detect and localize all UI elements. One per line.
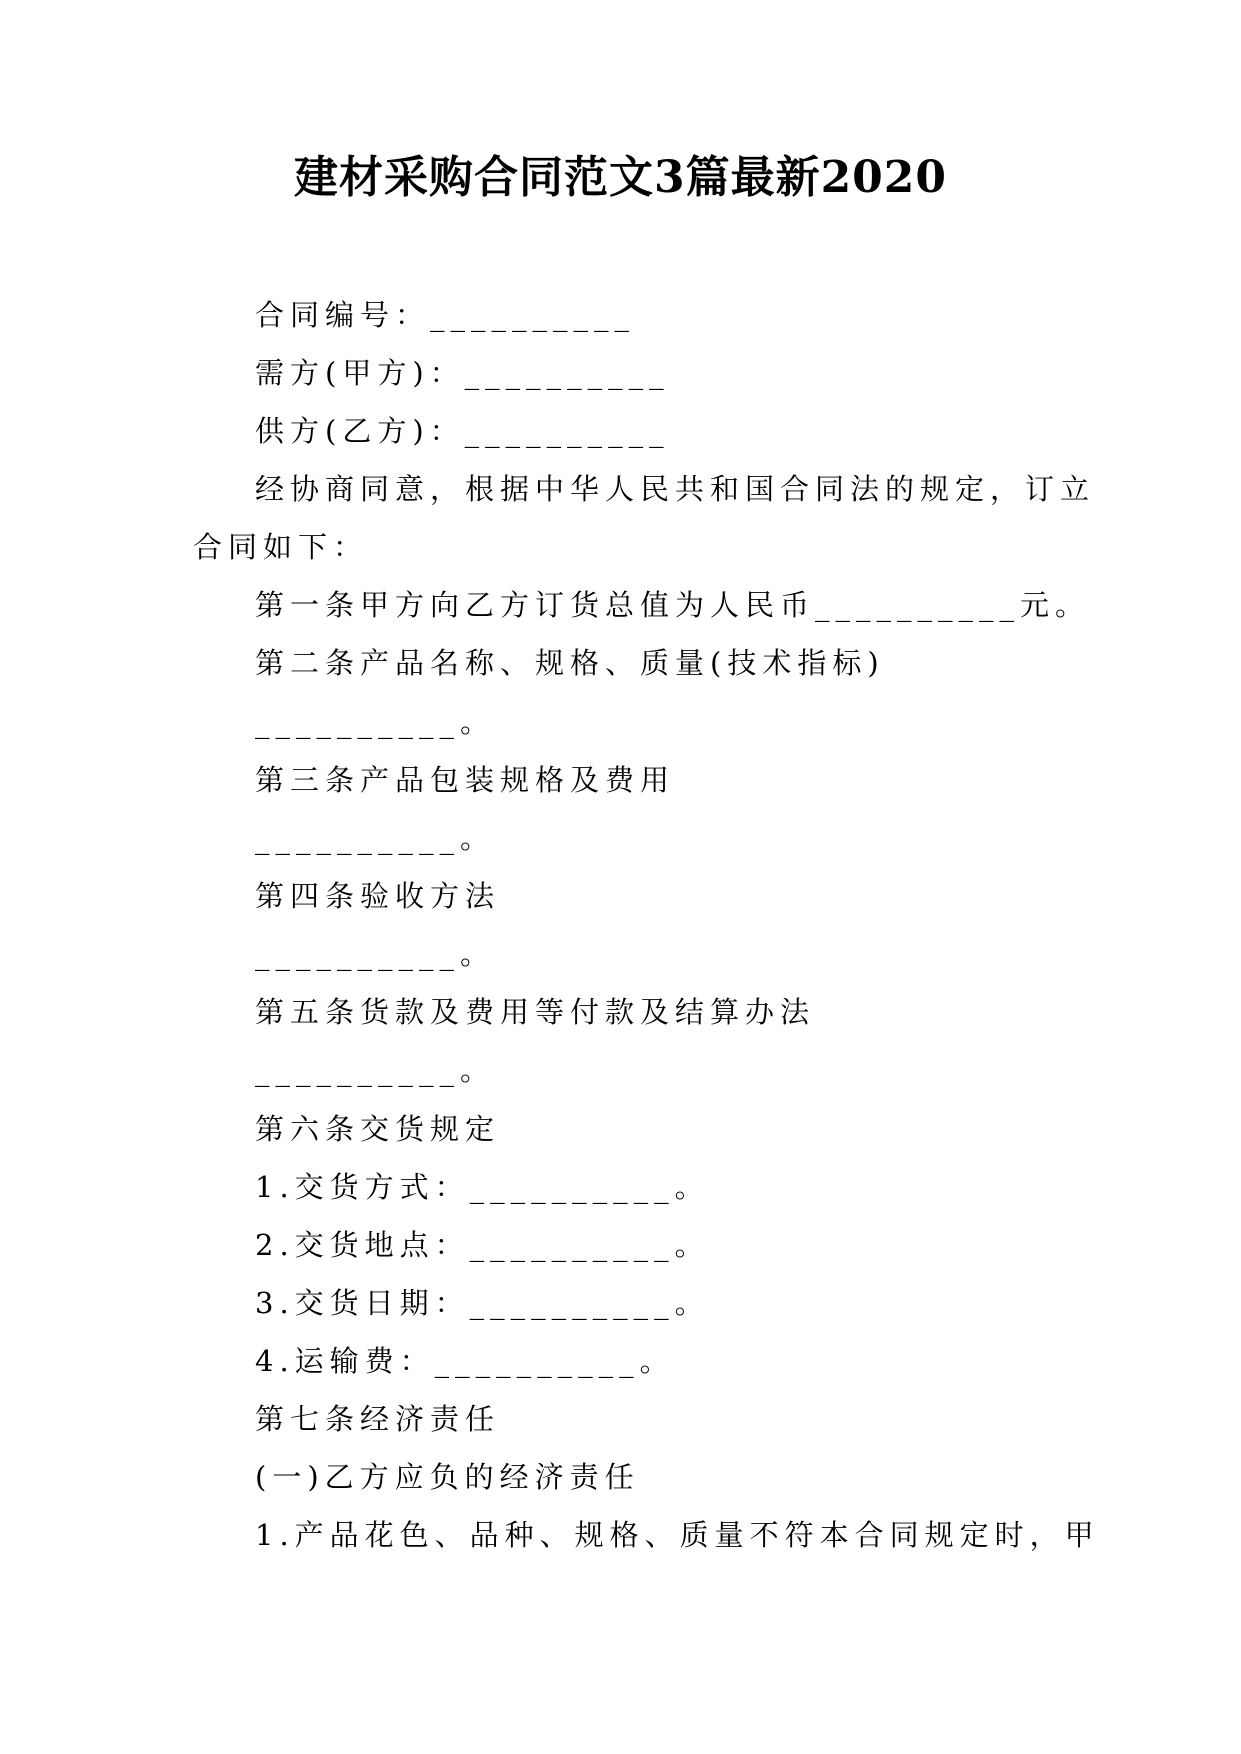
article-6: 第六条交货规定 (255, 1112, 501, 1146)
article-5-blank: __________。 (255, 1053, 496, 1087)
document-title: 建材采购合同范文3篇最新2020 (293, 152, 948, 203)
seller-line: 供方(乙方)：__________ (255, 414, 670, 448)
article-4-blank: __________。 (255, 937, 496, 971)
article-5: 第五条货款及费用等付款及结算办法 (255, 995, 816, 1029)
buyer-line: 需方(甲方)：__________ (255, 356, 670, 390)
article-3-blank: __________。 (255, 821, 496, 855)
article-7: 第七条经济责任 (255, 1402, 501, 1436)
article-1: 第一条甲方向乙方订货总值为人民币__________元。 (255, 588, 1091, 622)
seller-liability-heading: (一)乙方应负的经济责任 (255, 1460, 640, 1494)
article-2-blank: __________。 (255, 705, 496, 739)
freight: 4.运输费：__________。 (255, 1344, 675, 1378)
article-4: 第四条验收方法 (255, 879, 501, 913)
delivery-date: 3.交货日期：__________。 (255, 1286, 710, 1320)
preamble-continued-line: 合同如下： (193, 530, 369, 564)
article-2: 第二条产品名称、规格、质量(技术指标) (255, 646, 885, 680)
delivery-place: 2.交货地点：__________。 (255, 1228, 710, 1262)
contract-number-line: 合同编号：__________ (255, 298, 636, 332)
delivery-method: 1.交货方式：__________。 (255, 1170, 710, 1204)
liability-item-1: 1.产品花色、品种、规格、质量不符本合同规定时，甲 (255, 1518, 1100, 1552)
preamble-line: 经协商同意，根据中华人民共和国合同法的规定，订立 (255, 472, 1096, 506)
article-3: 第三条产品包装规格及费用 (255, 763, 676, 797)
